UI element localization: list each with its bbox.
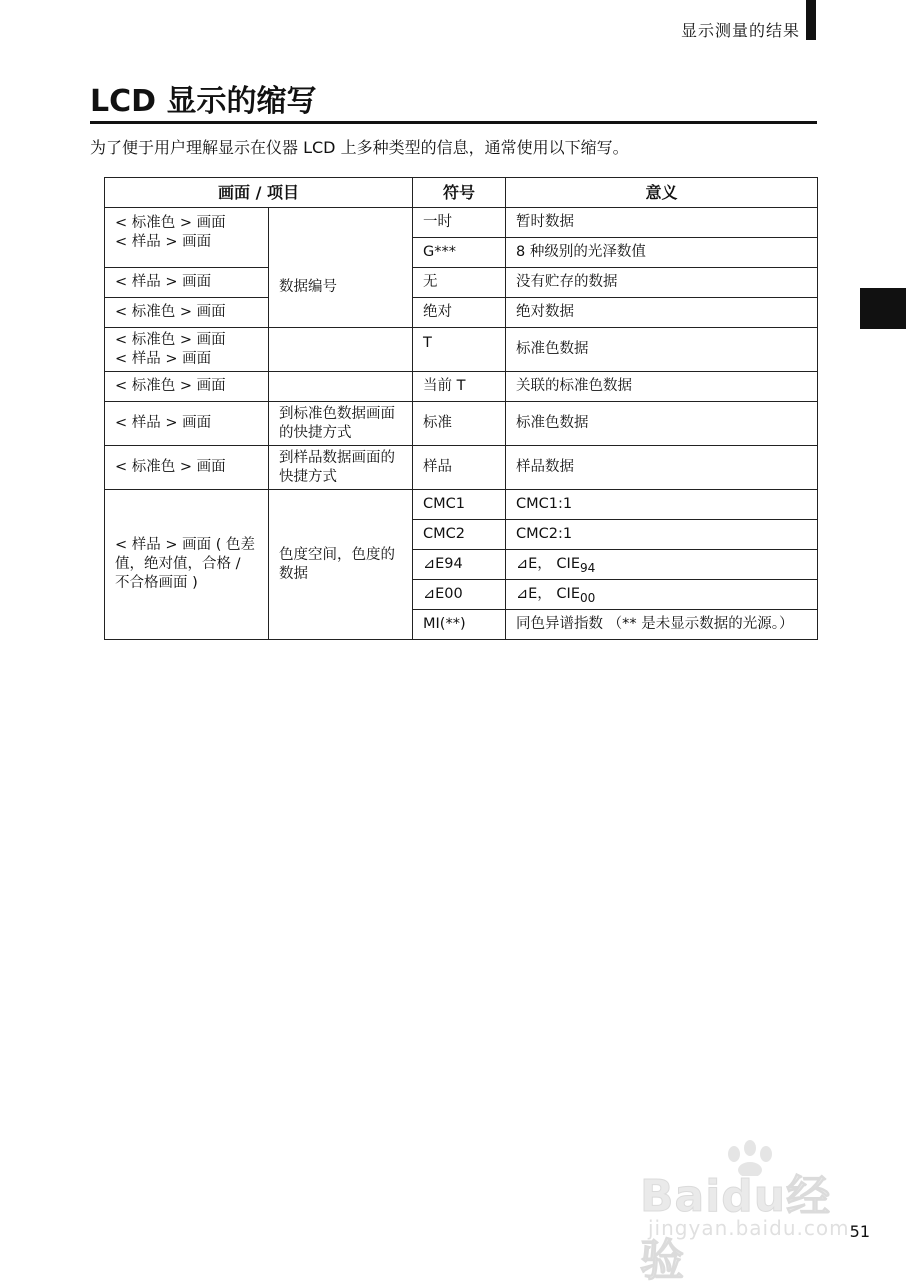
table-row [105,298,818,328]
symbol-cell: ⊿E00 [413,580,506,610]
meaning-cell: CMC2:1 [506,520,818,550]
watermark-main: Baidu经验 [640,1171,832,1286]
symbol-cell: 绝对 [413,298,506,328]
table-row [105,328,818,372]
item-cell: 到标准色数据画面的快捷方式 [269,402,413,446]
screen-cell: < 样品 > 画面 ( 色差值，绝对值，合格 / 不合格画面 ) [105,490,269,640]
meaning-cell: ⊿E， $CIE_{00}$ [506,580,818,610]
meaning-cell: 关联的标准色数据 [506,372,818,402]
meaning-cell: 没有贮存的数据 [506,268,818,298]
screen-cell: < 样品 > 画面 [105,402,269,446]
symbol-cell: ⊿E94 [413,550,506,580]
table-row [105,208,818,238]
meaning-cell: 暂时数据 [506,208,818,238]
table-header-row [105,178,818,208]
symbol-cell: 一时 [413,208,506,238]
table-row [105,490,818,520]
header-bar [806,0,816,40]
screen-cell: < 标准色 > 画面 < 样品 > 画面 [105,328,269,372]
item-cell: 到样品数据画面的快捷方式 [269,446,413,490]
symbol-cell: 样品 [413,446,506,490]
symbol-cell: T [413,328,506,372]
chapter-tab [860,288,906,329]
subscript: 94 [579,560,596,575]
item-cell: 色度空间，色度的数据 [269,490,413,640]
running-header: 显示测量的结果 [680,21,800,40]
symbol-cell: CMC2 [413,520,506,550]
screen-cell: < 标准色 > 画面 < 样品 > 画面 [105,208,269,268]
symbol-cell: CMC1 [413,490,506,520]
symbol-cell: G*** [413,238,506,268]
symbol-cell: MI(**) [413,610,506,640]
meaning-cell: CMC1:1 [506,490,818,520]
watermark-sub: jingyan.baidu.com [648,1216,850,1240]
meaning-cell: 样品数据 [506,446,818,490]
screen-cell: < 标准色 > 画面 [105,446,269,490]
item-cell [269,328,413,372]
table-row [105,372,818,402]
meaning-cell: 标准色数据 [506,402,818,446]
meaning-cell: 标准色数据 [506,328,818,372]
meaning-cell: ⊿E， $CIE_{94}$ [506,550,818,580]
table-row [105,446,818,490]
screen-cell: < 样品 > 画面 [105,268,269,298]
symbol-cell: 无 [413,268,506,298]
table-row [105,402,818,446]
screen-cell: < 标准色 > 画面 [105,298,269,328]
page-number: 51 [849,1222,870,1241]
intro-paragraph: 为了便于用户理解显示在仪器 LCD 上多种类型的信息，通常使用以下缩写。 [90,138,629,157]
item-cell [269,372,413,402]
symbol-cell: 当前 T [413,372,506,402]
page-title: LCD 显示的缩写 [90,84,317,119]
title-underline [90,121,817,124]
abbreviation-table [104,177,818,640]
header-meaning: 意义 [506,178,818,208]
header-symbol: 符号 [413,178,506,208]
meaning-cell: 绝对数据 [506,298,818,328]
header-screen-item: 画面 / 项目 [105,178,413,208]
meaning-cell: 8 种级别的光泽数值 [506,238,818,268]
symbol-cell: 标准 [413,402,506,446]
meaning-cell: 同色异谱指数 （** 是未显示数据的光源。） [506,610,818,640]
item-cell: 数据编号 [269,208,413,328]
baidu-watermark [640,1140,850,1286]
table-row [105,268,818,298]
screen-cell: < 标准色 > 画面 [105,372,269,402]
subscript: 00 [579,590,596,605]
